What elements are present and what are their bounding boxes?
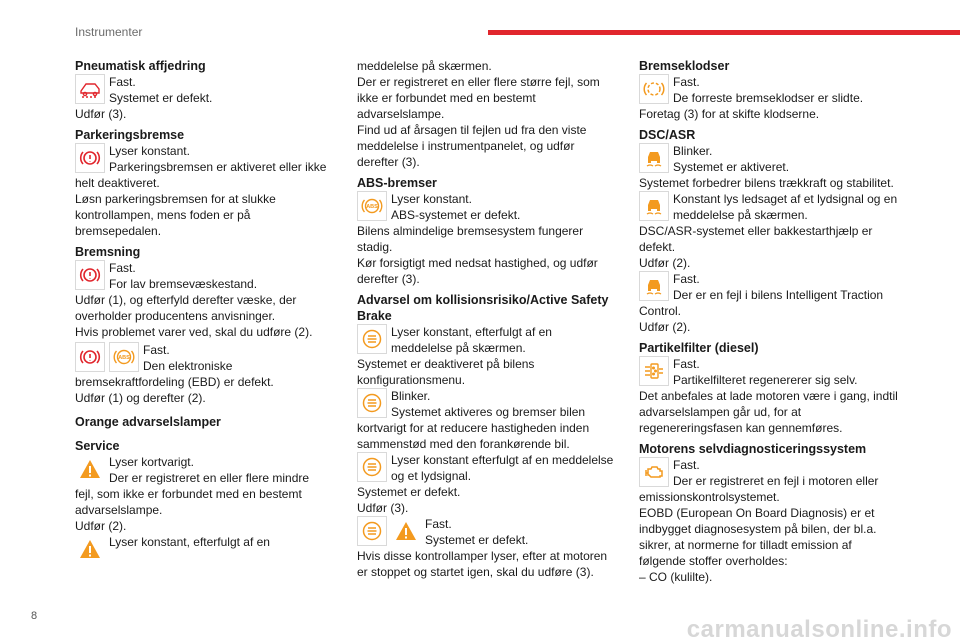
desc-line: Blinker. bbox=[673, 144, 713, 158]
warning-row bbox=[639, 356, 901, 388]
paragraph: bremsekraftfordeling (EBD) er defekt. Udfør (1) og derefter (2). bbox=[75, 375, 274, 405]
paragraph: meddelelse på skærmen. Der er registreret en eller flere større fejl, som ikke er forbundet med en bestemt advarselslampe. Find ud af årsagen til fejlen ud fra den viste meddelelse i instrumentpanelet, og udfør derefter (3). bbox=[357, 59, 600, 169]
section-title-pneumatic: Pneumatisk affjedring bbox=[75, 59, 206, 73]
desc-line: Fast. bbox=[425, 517, 452, 531]
collision-risk-icon bbox=[357, 324, 387, 354]
desc-line: Fast. bbox=[109, 75, 136, 89]
desc-line: Der er registreret en fejl i motoren eller bbox=[673, 474, 879, 488]
warning-row bbox=[75, 534, 337, 564]
svg-text:ABS: ABS bbox=[366, 204, 378, 210]
desc-line: meddelelse på skærmen. bbox=[673, 208, 808, 222]
paragraph: DSC/ASR-systemet eller bakkestarthjælp er defekt. Udfør (2). bbox=[639, 224, 873, 270]
paragraph: Udfør (3). bbox=[75, 107, 127, 121]
desc-line: Der er en fejl i bilens Intelligent Traction bbox=[673, 288, 884, 302]
warning-row bbox=[639, 457, 901, 489]
desc-line: Lyser konstant efterfulgt af en meddelelse bbox=[391, 453, 614, 467]
desc-line: Lyser konstant. bbox=[391, 192, 472, 206]
watermark: carmanualsonline.info bbox=[686, 616, 952, 643]
section-title-pads: Bremseklodser bbox=[639, 59, 730, 73]
paragraph: Bilens almindelige bremsesystem fungerer stadig. Kør forsigtigt med nedsat hastighed, og udfør derefter (3). bbox=[357, 224, 598, 286]
warning-row bbox=[639, 271, 901, 303]
column-3 bbox=[639, 58, 901, 585]
paragraph: Udfør (1), og efterfyld derefter væske, der overholder producentens anvisninger. Hvis problemet varer ved, skal du udføre (2). bbox=[75, 293, 313, 339]
warning-row bbox=[639, 143, 901, 175]
brake-pads-icon bbox=[639, 74, 669, 104]
paragraph: Systemet er deaktiveret på bilens konfigurationsmenu. bbox=[357, 357, 535, 387]
abs-icon bbox=[357, 191, 387, 221]
header-accent-bar bbox=[488, 30, 960, 35]
warning-row bbox=[75, 342, 337, 374]
desc-line: Systemet er defekt. bbox=[425, 533, 529, 547]
desc-line: Lyser konstant. bbox=[109, 144, 190, 158]
section-title-engine: Motorens selvdiagnosticeringssystem bbox=[639, 442, 867, 456]
desc-line: For lav bremsevæskestand. bbox=[109, 277, 258, 291]
desc-line: Lyser konstant, efterfulgt af en bbox=[109, 535, 270, 549]
collision-risk-icon bbox=[357, 516, 387, 546]
desc-line: Fast. bbox=[673, 357, 700, 371]
collision-risk-icon bbox=[357, 388, 387, 418]
desc-line: Parkeringsbremsen er aktiveret eller ikke bbox=[109, 160, 327, 174]
desc-line: ABS-systemet er defekt. bbox=[391, 208, 521, 222]
section-title-braking: Bremsning bbox=[75, 245, 141, 259]
brake-warning-icon bbox=[75, 342, 105, 372]
warning-row bbox=[639, 191, 901, 223]
paragraph: emissionskontrolsystemet. EOBD (European On Board Diagnosis) er et indbygget diagnosesystem på bilen, der bl.a. sikrer, at normerne for tilladt emission af følgende stoffer overholdes: – CO (kulilte). bbox=[639, 490, 877, 584]
warning-row bbox=[357, 452, 619, 484]
column-2 bbox=[357, 58, 619, 580]
brake-warning-icon bbox=[75, 260, 105, 290]
warning-row bbox=[75, 74, 337, 106]
section-heading-orange: Orange advarselslamper bbox=[75, 415, 221, 429]
warning-row bbox=[357, 324, 619, 356]
paragraph: Systemet forbedrer bilens trækkraft og stabilitet. bbox=[639, 176, 894, 190]
desc-line: Systemet er aktiveret. bbox=[673, 160, 790, 174]
warning-row bbox=[75, 454, 337, 486]
section-title-collision: Advarsel om kollisionsrisiko/Active Safety Brake bbox=[357, 293, 609, 323]
paragraph: Systemet er defekt. Udfør (3). bbox=[357, 485, 461, 515]
paragraph: Foretag (3) for at skifte klodserne. bbox=[639, 107, 820, 121]
dsc-asr-icon bbox=[639, 143, 669, 173]
service-warning-icon bbox=[75, 454, 105, 484]
desc-line: Fast. bbox=[143, 343, 170, 357]
dsc-asr-icon bbox=[639, 191, 669, 221]
abs-icon bbox=[109, 342, 139, 372]
warning-row bbox=[357, 388, 619, 420]
svg-text:ABS: ABS bbox=[118, 355, 130, 361]
particle-filter-icon bbox=[639, 356, 669, 386]
paragraph: Control. Udfør (2). bbox=[639, 304, 691, 334]
desc-line: Fast. bbox=[673, 458, 700, 472]
engine-check-icon bbox=[639, 457, 669, 487]
desc-line: Fast. bbox=[673, 75, 700, 89]
desc-line: Lyser konstant, efterfulgt af en bbox=[391, 325, 552, 339]
section-title-dsc: DSC/ASR bbox=[639, 128, 696, 142]
desc-line: Systemet er defekt. bbox=[109, 91, 213, 105]
column-1 bbox=[75, 58, 337, 564]
desc-line: Systemet aktiveres og bremser bilen bbox=[391, 405, 586, 419]
parking-brake-icon bbox=[75, 143, 105, 173]
warning-row bbox=[639, 74, 901, 106]
paragraph: kortvarigt for at reducere hastigheden inden sammenstød med den forankørende bil. bbox=[357, 421, 590, 451]
paragraph: Hvis disse kontrollamper lyser, efter at motoren er stoppet og startet igen, skal du udføre (3). bbox=[357, 549, 608, 579]
collision-risk-icon bbox=[357, 452, 387, 482]
service-warning-icon bbox=[75, 534, 105, 564]
desc-line: Blinker. bbox=[391, 389, 431, 403]
desc-line: og et lydsignal. bbox=[391, 469, 472, 483]
paragraph: fejl, som ikke er forbundet med en bestemt advarselslampe. Udfør (2). bbox=[75, 487, 302, 533]
desc-line: Lyser kortvarigt. bbox=[109, 455, 194, 469]
desc-line: Konstant lys ledsaget af et lydsignal og en bbox=[673, 192, 898, 206]
paragraph: Det anbefales at lade motoren være i gang, indtil advarselslampen går ud, for at regenereringsfasen kan gennemføres. bbox=[639, 389, 898, 435]
desc-line: Der er registreret en eller flere mindre bbox=[109, 471, 310, 485]
warning-row bbox=[75, 260, 337, 292]
desc-line: meddelelse på skærmen. bbox=[391, 341, 526, 355]
section-title-parking: Parkeringsbremse bbox=[75, 128, 185, 142]
paragraph: helt deaktiveret. Løsn parkeringsbremsen for at slukke kontrollampen, mens foden er på bremsepedalen. bbox=[75, 176, 276, 238]
desc-line: Fast. bbox=[109, 261, 136, 275]
warning-row bbox=[75, 143, 337, 175]
desc-line: Den elektroniske bbox=[143, 359, 233, 373]
service-warning-icon bbox=[391, 516, 421, 546]
section-title-dpf: Partikelfilter (diesel) bbox=[639, 341, 759, 355]
suspension-warning-icon bbox=[75, 74, 105, 104]
desc-line: Partikelfilteret regenererer sig selv. bbox=[673, 373, 858, 387]
warning-row bbox=[357, 516, 619, 548]
desc-line: De forreste bremseklodser er slidte. bbox=[673, 91, 864, 105]
page-number: 8 bbox=[31, 610, 38, 622]
page-header-title: Instrumenter bbox=[75, 25, 143, 39]
dsc-asr-icon bbox=[639, 271, 669, 301]
warning-row bbox=[357, 191, 619, 223]
section-title-abs: ABS-bremser bbox=[357, 176, 437, 190]
desc-line: Fast. bbox=[673, 272, 700, 286]
section-title-service: Service bbox=[75, 439, 120, 453]
